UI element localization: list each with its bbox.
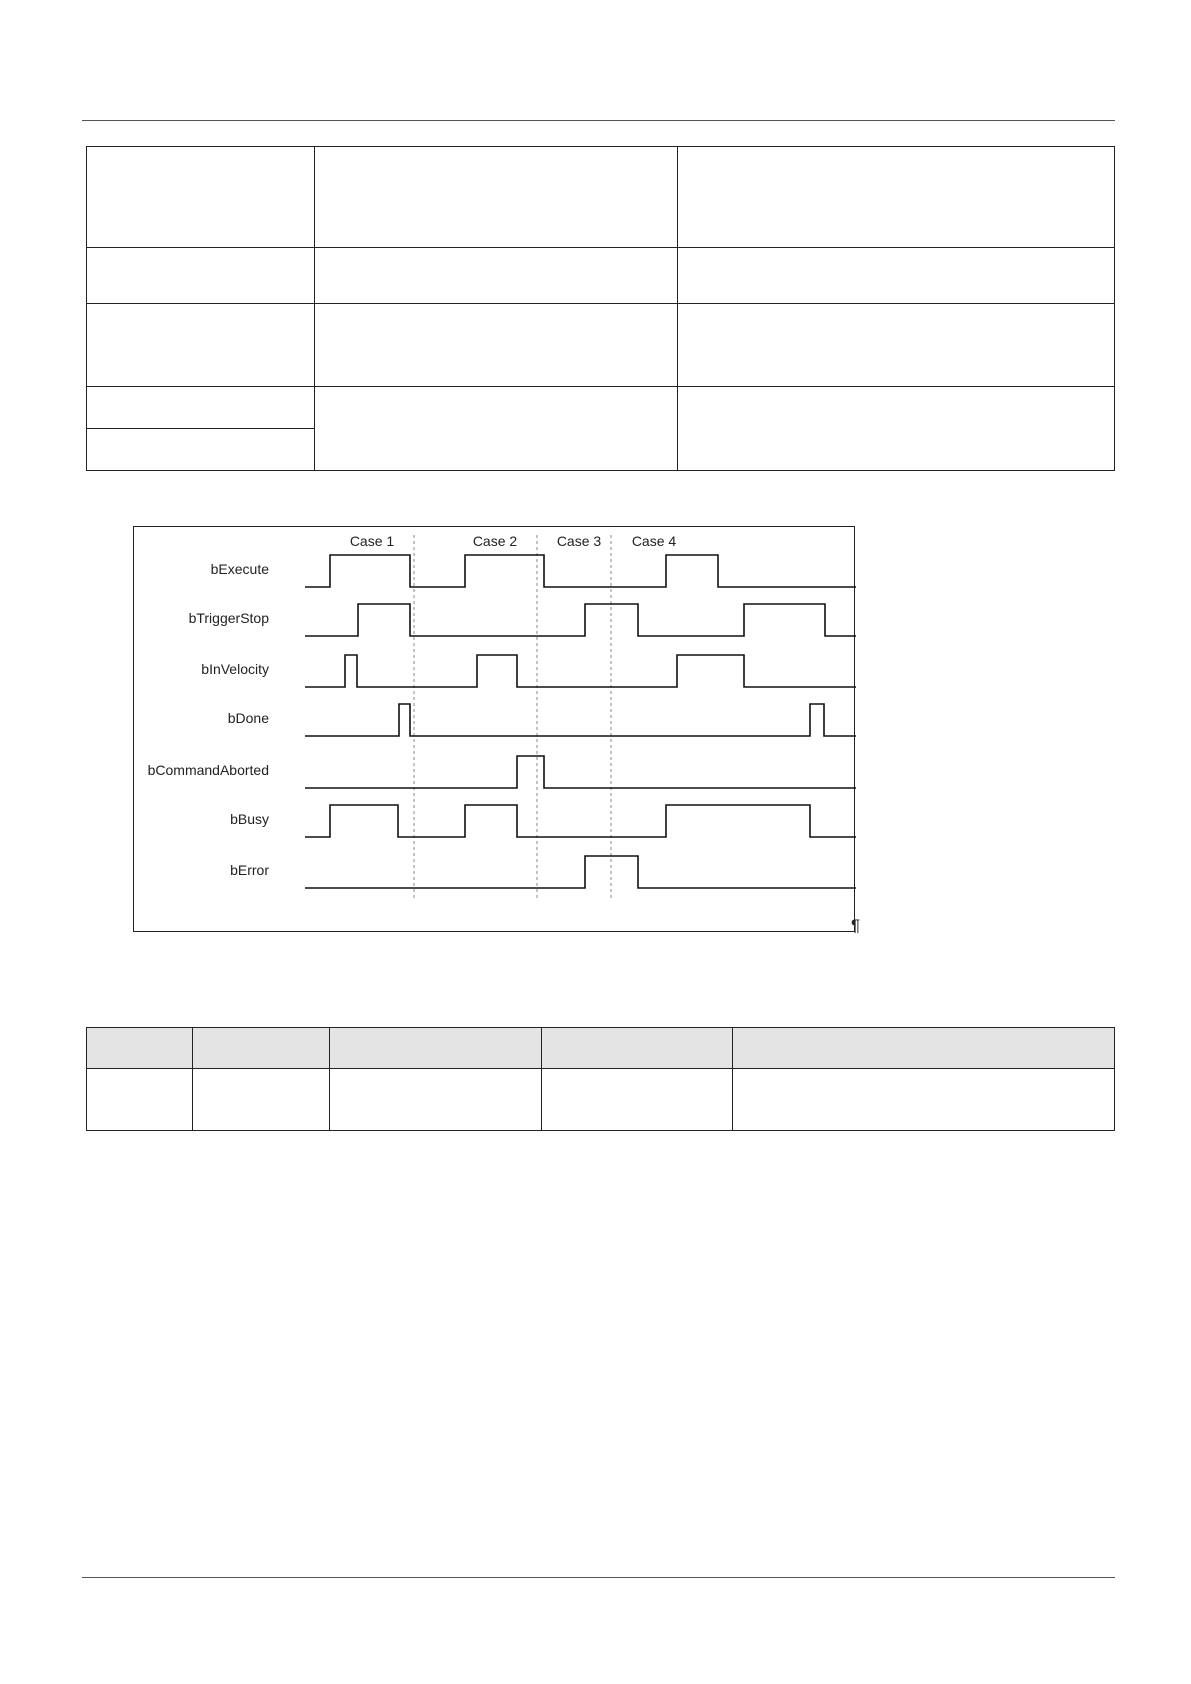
table-cell <box>87 429 315 471</box>
table-row <box>87 147 1115 248</box>
table-cell <box>87 248 315 304</box>
table-header-cell <box>87 1028 193 1069</box>
signal-waveform <box>305 756 856 788</box>
signal-label: bInVelocity <box>201 661 269 677</box>
signal-label: bDone <box>227 710 269 726</box>
signal-waveform <box>305 704 856 736</box>
table-row <box>87 1069 1115 1131</box>
signal-label: bError <box>230 862 269 878</box>
table-row <box>87 387 1115 429</box>
signal-waveform <box>305 655 856 687</box>
table-cell <box>678 304 1115 387</box>
signal-waveform <box>305 805 856 837</box>
timing-diagram-svg <box>134 527 856 933</box>
table-cell <box>678 248 1115 304</box>
signal-waveform <box>305 856 856 888</box>
table-cell <box>330 1069 542 1131</box>
signal-label: bExecute <box>210 561 269 577</box>
table-cell <box>542 1069 733 1131</box>
case-label: Case 3 <box>556 533 602 549</box>
table-cell <box>315 304 678 387</box>
timing-diagram <box>133 526 855 932</box>
case-label: Case 2 <box>472 533 518 549</box>
table-header-cell <box>542 1028 733 1069</box>
table-cell <box>193 1069 330 1131</box>
header-rule <box>82 120 1115 121</box>
table-cell <box>87 304 315 387</box>
table-cell <box>87 387 315 429</box>
table-header-cell <box>330 1028 542 1069</box>
table-cell <box>315 387 678 471</box>
table-cell <box>315 248 678 304</box>
table-cell <box>315 147 678 248</box>
case-label: Case 1 <box>349 533 395 549</box>
table-header-row <box>87 1028 1115 1069</box>
signal-waveform <box>305 604 856 636</box>
paragraph-mark: ¶ <box>851 916 861 935</box>
footer-rule <box>82 1577 1115 1578</box>
table-row <box>87 248 1115 304</box>
table-header-cell <box>733 1028 1115 1069</box>
error-code-table <box>86 1027 1115 1131</box>
table-cell <box>678 387 1115 471</box>
table-cell <box>87 1069 193 1131</box>
table-cell <box>678 147 1115 248</box>
table-cell <box>733 1069 1115 1131</box>
signal-label: bBusy <box>230 811 269 827</box>
signal-label: bTriggerStop <box>188 610 269 626</box>
parameter-table <box>86 146 1115 471</box>
table-header-cell <box>193 1028 330 1069</box>
signal-label: bCommandAborted <box>147 762 269 778</box>
case-label: Case 4 <box>631 533 677 549</box>
signal-waveform <box>305 555 856 587</box>
table-cell <box>87 147 315 248</box>
table-row <box>87 304 1115 387</box>
